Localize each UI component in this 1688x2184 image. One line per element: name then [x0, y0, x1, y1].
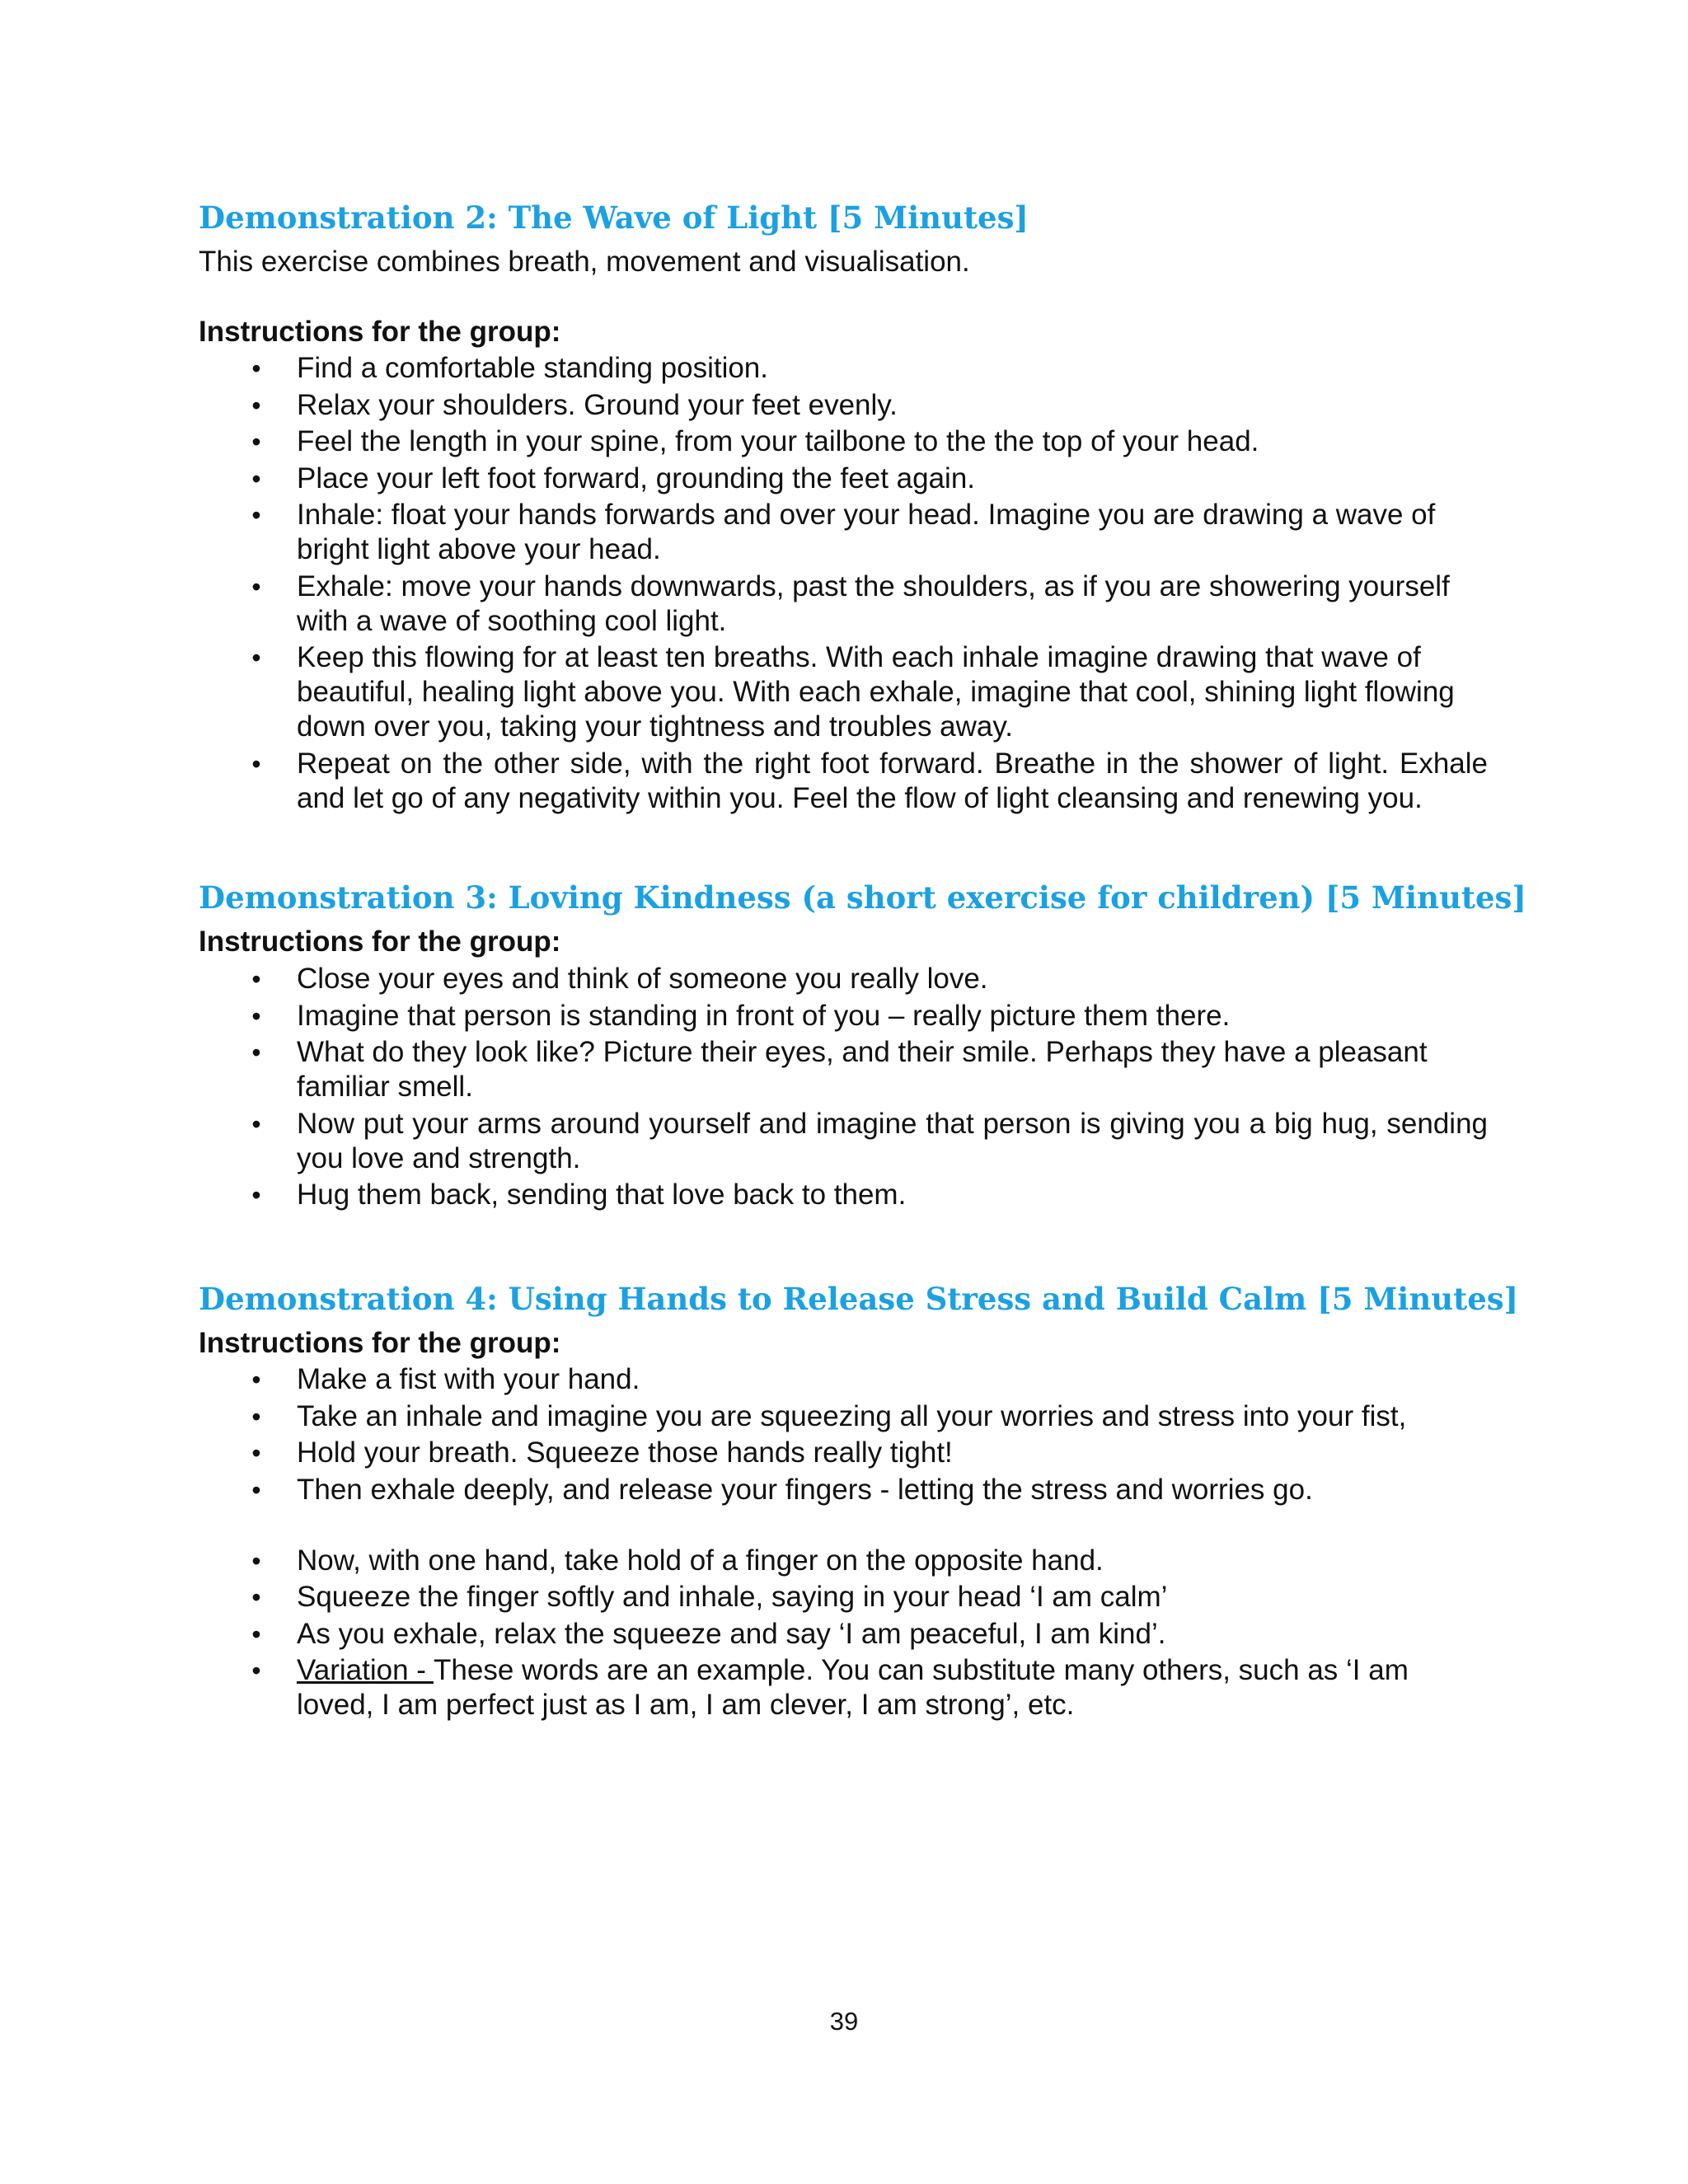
- list-item-text: Imagine that person is standing in front of you – really picture them there.: [297, 999, 1231, 1032]
- bullet-icon: •: [251, 463, 261, 494]
- list-item-text: Inhale: float your hands forwards and over your head. Imagine you are drawing a wave of bright light above your head.: [297, 499, 1436, 565]
- instruction-list-demo-3: [0, 962, 1688, 1215]
- bullet-icon: •: [251, 643, 261, 673]
- bullet-icon: •: [251, 390, 261, 420]
- list-item: [0, 351, 1488, 386]
- bullet-icon: •: [251, 500, 261, 530]
- bullet-icon: •: [251, 1401, 261, 1432]
- bullet-icon: •: [251, 1365, 261, 1394]
- bullet-icon: •: [251, 1474, 261, 1505]
- bullet-icon: •: [251, 964, 261, 994]
- list-item: [0, 1107, 1488, 1176]
- list-item-text: Take an inhale and imagine you are squeezing all your worries and stress into your fist,: [297, 1399, 1407, 1432]
- list-item: [0, 999, 1488, 1033]
- list-item: [0, 462, 1488, 496]
- list-item-text: Hold your breath. Squeeze those hands really tight!: [297, 1436, 953, 1469]
- section-heading-demo-3: Demonstration 3: Loving Kindness (a short exercise for children) [5 Minutes]: [199, 879, 1526, 916]
- list-item-text: Repeat on the other side, with the right foot forward. Breathe in the shower of light. Exhale and let go of any negativity within you. Feel the flow of light cleansing and renewing you.: [297, 747, 1488, 814]
- list-item: [0, 1473, 1488, 1507]
- bullet-icon: •: [251, 354, 261, 383]
- list-item: [0, 388, 1488, 423]
- bullet-icon: •: [251, 1108, 261, 1139]
- variation-text: These words are an example. You can substitute many others, such as ‘I am loved, I am perfect just as I am, I am clever, I am strong’, etc.: [297, 1654, 1409, 1721]
- list-item: [0, 1436, 1488, 1470]
- list-item: [0, 1580, 1488, 1615]
- list-item: [0, 1544, 1488, 1578]
- bullet-icon: •: [251, 1545, 261, 1576]
- instructions-label-demo-2: Instructions for the group:: [199, 316, 561, 348]
- list-item-text: Now, with one hand, take hold of a finger on the opposite hand.: [297, 1544, 1104, 1577]
- list-item-text: Now put your arms around yourself and imagine that person is giving you a big hug, sending you love and strength.: [297, 1107, 1488, 1174]
- list-item-text: Make a fist with your hand.: [297, 1363, 640, 1395]
- list-item: [0, 1362, 1488, 1397]
- bullet-icon: •: [251, 427, 261, 457]
- list-item: [0, 640, 1488, 744]
- section-heading-demo-2: Demonstration 2: The Wave of Light [5 Minutes]: [199, 199, 1029, 236]
- list-item-text: What do they look like? Picture their eyes, and their smile. Perhaps they have a pleasant familiar smell.: [297, 1036, 1428, 1103]
- instruction-list-demo-4: [0, 1362, 1688, 1725]
- instructions-label-demo-3: Instructions for the group:: [199, 926, 561, 958]
- list-item: [0, 498, 1488, 567]
- list-item: [0, 962, 1488, 996]
- list-item: [0, 424, 1488, 459]
- list-item-text: Exhale: move your hands downwards, past the shoulders, as if you are showering yourself with a wave of soothing cool light.: [297, 569, 1450, 637]
- section-heading-demo-4: Demonstration 4: Using Hands to Release Stress and Build Calm [5 Minutes]: [199, 1281, 1519, 1317]
- list-item-text: Then exhale deeply, and release your fingers - letting the stress and worries go.: [297, 1473, 1313, 1506]
- list-item: [0, 569, 1488, 639]
- bullet-icon: •: [251, 748, 261, 779]
- bullet-icon: •: [251, 1619, 261, 1649]
- list-item: [0, 747, 1488, 816]
- list-item: [0, 1399, 1488, 1434]
- list-item-text: Close your eyes and think of someone you really love.: [297, 963, 988, 995]
- bullet-icon: •: [251, 1438, 261, 1468]
- list-item-text: Hug them back, sending that love back to them.: [297, 1179, 907, 1211]
- instruction-list-demo-2: [0, 351, 1688, 818]
- bullet-icon: •: [251, 1656, 261, 1685]
- list-item-text: As you exhale, relax the squeeze and say ‘I am peaceful, I am kind’.: [297, 1617, 1166, 1650]
- section-intro-demo-2: This exercise combines breath, movement and visualisation.: [199, 246, 970, 278]
- variation-label: Variation -: [297, 1654, 434, 1686]
- list-item-text: Find a comfortable standing position.: [297, 352, 768, 384]
- instructions-label-demo-4: Instructions for the group:: [199, 1327, 561, 1359]
- list-item-text: Squeeze the finger softly and inhale, saying in your head ‘I am calm’: [297, 1581, 1168, 1613]
- bullet-icon: •: [251, 1001, 261, 1031]
- bullet-icon: •: [251, 1582, 261, 1612]
- list-item: [0, 1035, 1488, 1104]
- list-item-text: Feel the length in your spine, from your tailbone to the the top of your head.: [297, 425, 1259, 457]
- bullet-icon: •: [251, 1180, 261, 1210]
- list-item-text: Keep this flowing for at least ten breaths. With each inhale imagine drawing that wave of beautiful, healing light above you. With each exhale, imagine that cool, shining light flowing down over you, taking your tightness and troubles away.: [297, 641, 1455, 743]
- list-item: [0, 1178, 1488, 1212]
- list-item: [0, 1617, 1488, 1652]
- list-item: [0, 1653, 1488, 1722]
- list-item-text: Place your left foot forward, grounding the feet again.: [297, 462, 976, 494]
- page-number: 39: [829, 2007, 859, 2036]
- list-item-text: Relax your shoulders. Ground your feet evenly.: [297, 388, 898, 421]
- bullet-icon: •: [251, 1038, 261, 1067]
- bullet-icon: •: [251, 571, 261, 602]
